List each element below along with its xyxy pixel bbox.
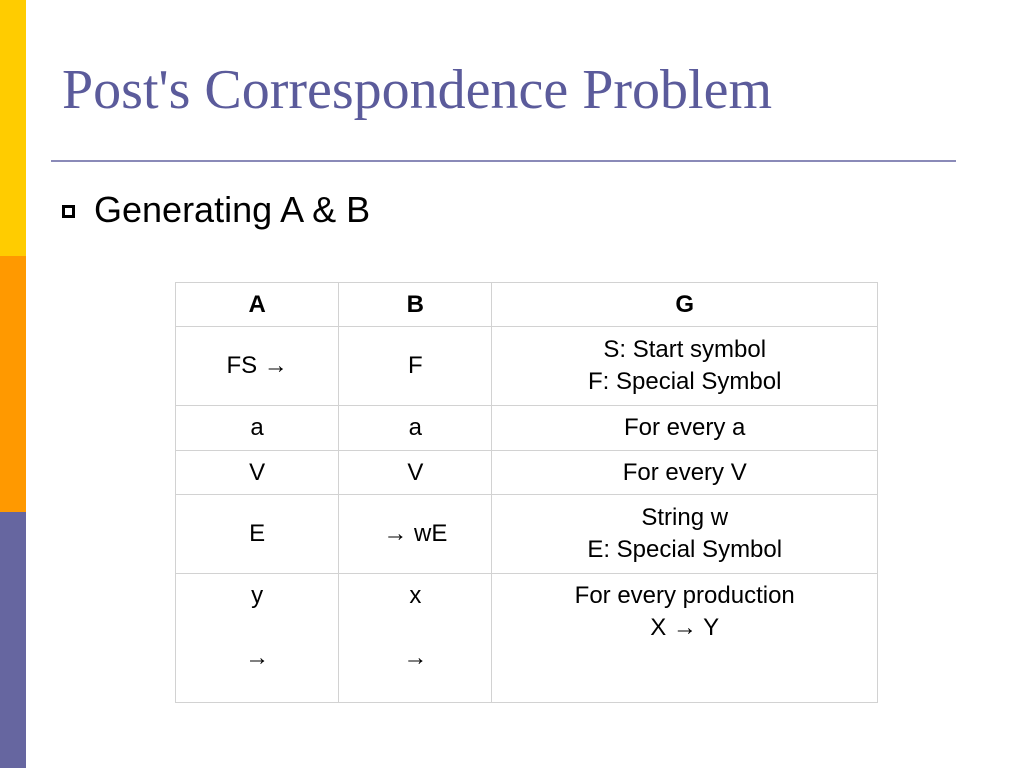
slide-title: Post's Correspondence Problem xyxy=(62,59,773,121)
header-g: G xyxy=(492,283,878,327)
table-row xyxy=(176,327,878,406)
table-row xyxy=(176,495,878,574)
cell-b: V xyxy=(339,451,492,495)
cell-a: V xyxy=(176,451,339,495)
bullet-item xyxy=(62,188,370,232)
cell-g: S: Start symbol F: Special Symbol xyxy=(492,327,878,406)
cell-b: a xyxy=(339,406,492,451)
sidebar-yellow-segment xyxy=(0,0,26,256)
cell-b: F xyxy=(339,327,492,406)
cell-a: FS → xyxy=(176,327,339,406)
cell-a: a xyxy=(176,406,339,451)
table-header-row xyxy=(176,283,878,327)
header-a: A xyxy=(176,283,339,327)
cell-g: For every V xyxy=(492,451,878,495)
cell-g: For every a xyxy=(492,406,878,451)
cell-g: String w E: Special Symbol xyxy=(492,495,878,574)
cell-g: For every production X → Y xyxy=(492,574,878,703)
table-row xyxy=(176,574,878,703)
cell-b: → wE xyxy=(339,495,492,574)
title-divider xyxy=(51,160,956,162)
correspondence-table xyxy=(175,282,878,703)
sidebar-orange-segment xyxy=(0,256,26,512)
square-bullet-icon xyxy=(62,205,75,218)
cell-a: E xyxy=(176,495,339,574)
bullet-text: Generating A & B xyxy=(94,189,371,230)
header-b: B xyxy=(339,283,492,327)
table-row xyxy=(176,406,878,451)
table-row xyxy=(176,451,878,495)
sidebar-accent xyxy=(0,0,26,768)
sidebar-purple-segment xyxy=(0,512,26,768)
cell-b: x → xyxy=(339,574,492,703)
cell-a: y → xyxy=(176,574,339,703)
